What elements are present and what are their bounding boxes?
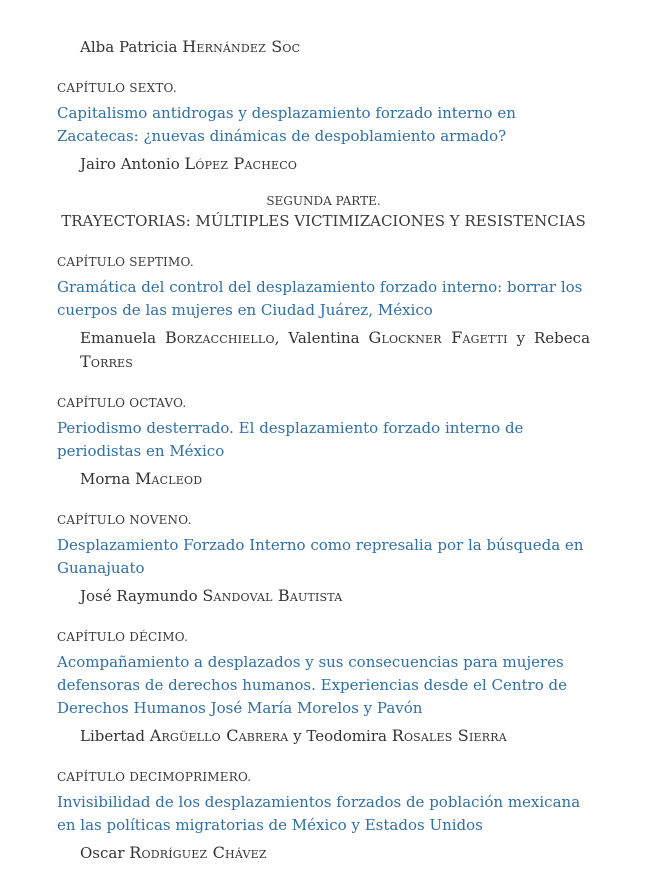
chapter-entry [57,395,590,491]
chapter-title-link[interactable]: Acompañamiento a desplazados y sus consecuencias para mujeres defensoras de derechos humanos. Experiencias desde el Centro de Derechos Humanos José María Morelos y Pavón [57,653,567,717]
chapter-entry [57,80,590,176]
author-surname: Torres [80,352,134,371]
author-given-name: Libertad [80,727,150,745]
chapter-entry [57,629,590,748]
author-given-name: Morna [80,470,135,488]
chapter-label: CAPÍTULO SEXTO. [57,81,177,95]
chapter-title-link[interactable]: Periodismo desterrado. El desplazamiento forzado interno de periodistas en México [57,419,524,460]
author-surname: Glockner Fagetti [368,328,508,347]
part-heading [57,193,590,233]
author-given-name: Alba Patricia [80,38,183,56]
author-given-name: y Rebeca [507,329,591,347]
chapter-label: CAPÍTULO OCTAVO. [57,396,187,410]
chapter-entry [57,769,590,865]
author-given-name: , Valentina [274,329,369,347]
author-given-name: Jairo Antonio [80,155,185,173]
part-title: TRAYECTORIAS: MÚLTIPLES VICTIMIZACIONES Y RESISTENCIAS [61,212,586,230]
table-of-contents [57,0,590,865]
author-surname: Argüello Cabrera [149,726,289,745]
chapter-author [57,152,590,176]
chapter-label: CAPÍTULO DECIMOPRIMERO. [57,770,252,784]
chapter-author [57,724,590,748]
part-label: SEGUNDA PARTE. [266,194,381,208]
author-surname: Hernández Soc [182,37,301,56]
chapter-author [57,326,590,374]
author-surname: Sandoval Bautista [202,586,343,605]
author-surname: López Pacheco [184,154,298,173]
chapter-title-link[interactable]: Desplazamiento Forzado Interno como represalia por la búsqueda en Guanajuato [57,536,584,577]
author-surname: Rodríguez Chávez [129,843,267,862]
chapter-title-link[interactable]: Invisibilidad de los desplazamientos forzados de población mexicana en las políticas migratorias de México y Estados Unidos [57,793,581,834]
chapter-author [57,0,590,59]
author-surname: Rosales Sierra [391,726,507,745]
chapter-title-link[interactable]: Gramática del control del desplazamiento forzado interno: borrar los cuerpos de las mujeres en Ciudad Juárez, México [57,278,583,319]
chapter-entry [57,254,590,374]
author-surname: Borzacchiello [164,328,275,347]
chapter-author [57,584,590,608]
chapter-title-link[interactable]: Capitalismo antidrogas y desplazamiento forzado interno en Zacatecas: ¿nuevas dinámicas de despoblamiento armado? [57,104,516,145]
author-given-name: y Teodomira [288,727,392,745]
author-surname: Macleod [134,469,203,488]
author-given-name: Oscar [80,844,130,862]
chapter-label: CAPÍTULO DÉCIMO. [57,630,189,644]
chapter-author [57,467,590,491]
chapter-entry [57,512,590,608]
chapter-author [57,841,590,865]
chapter-label: CAPÍTULO NOVENO. [57,513,192,527]
chapter-label: CAPÍTULO SEPTIMO. [57,255,194,269]
author-given-name: Emanuela [80,329,165,347]
author-given-name: José Raymundo [80,587,203,605]
